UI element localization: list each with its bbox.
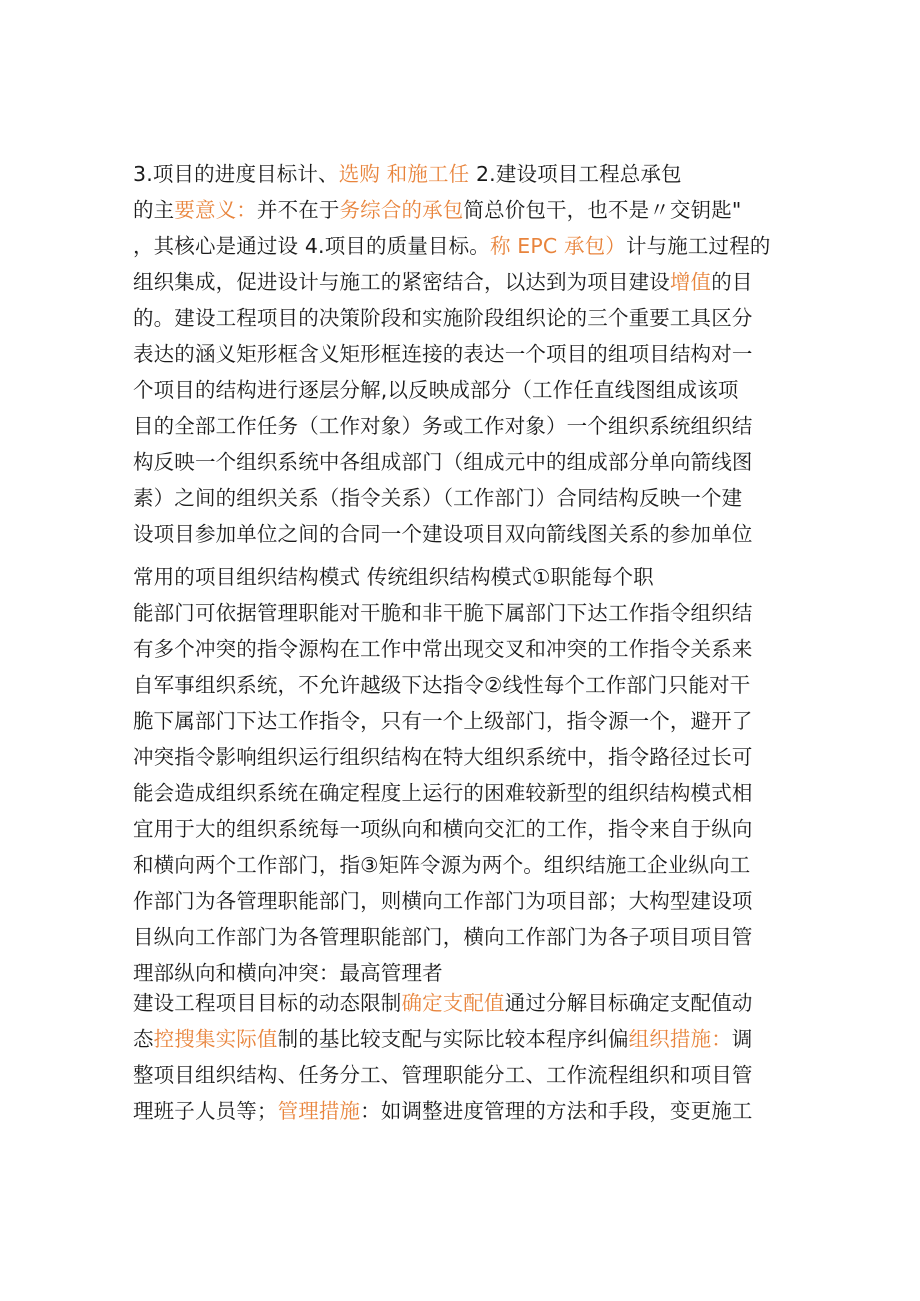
- text-line: [133, 516, 793, 552]
- text-line: [133, 228, 793, 264]
- text-line: [133, 1021, 793, 1057]
- text-segment: 表达的涵义矩形框含义矩形框连接的表达一个项目的组项目结构对一: [133, 342, 753, 366]
- text-segment: 常用的项目组织结构模式 传统组织结构模式①职能每个职: [133, 565, 654, 589]
- text-segment: 冲突指令影响组织运行组织结构在特大组织系统中，指令路径过长可: [133, 745, 753, 769]
- text-line: [133, 811, 793, 847]
- highlighted-text: 增值: [669, 270, 712, 294]
- text-segment: 素）之间的组织关系（指令关系）（工作部门）合同结构反映一个建: [133, 486, 743, 510]
- text-line: [133, 480, 793, 516]
- text-segment: 和横向两个工作部门，指③矩阵令源为两个。组织结施工企业纵向工: [133, 853, 751, 877]
- text-segment: 宜用于大的组织系统每一项纵向和横向交汇的工作，指令来自于纵向: [133, 817, 753, 841]
- highlighted-text: 务综合的承包: [339, 198, 464, 222]
- text-segment: 理班子人员等；: [133, 1099, 278, 1123]
- text-segment: 脆下属部门下达工作指令，只有一个上级部门，指令源一个，避开了: [133, 709, 753, 733]
- text-segment: 的。建设工程项目的决策阶段和实施阶段组织论的三个重要工具区分: [133, 306, 753, 330]
- text-segment: 的主: [133, 198, 175, 222]
- text-line: [133, 559, 793, 595]
- text-segment: 组织集成，促进设计与施工的紧密结合，以达到为项目建设: [133, 270, 670, 294]
- text-segment: 构反映一个组织系统中各组成部门（组成元中的组成部分单向箭线图: [133, 450, 753, 474]
- text-segment: ：如调整进度管理的方法和手段，变更施工: [360, 1099, 753, 1123]
- text-line: [133, 883, 793, 919]
- text-line: [133, 372, 793, 408]
- text-segment: 制的基比较支配与实际比较本程序纠偏: [277, 1027, 629, 1051]
- highlighted-text: 要意义：: [174, 198, 257, 222]
- text-line: [133, 703, 793, 739]
- text-line: [133, 775, 793, 811]
- text-segment: 计与施工过程的: [625, 234, 771, 258]
- text-line: [133, 919, 793, 955]
- text-segment: 态: [133, 1027, 154, 1051]
- text-line: [133, 847, 793, 883]
- text-line: [133, 444, 793, 480]
- text-line: [133, 336, 793, 372]
- text-segment: 3.项目的进度目标计、: [133, 162, 339, 186]
- text-segment: 简总价包干，也不是〃交钥匙": [463, 198, 742, 222]
- text-line: [133, 192, 793, 228]
- text-segment: 自军事组织系统，不允许越级下达指令②线性每个工作部门只能对干: [133, 673, 751, 697]
- text-segment: 目的全部工作任务（工作对象）务或工作对象）一个组织系统组织结: [133, 414, 753, 438]
- text-segment: [380, 162, 387, 186]
- paragraph-organization-structure: [133, 559, 793, 991]
- text-segment: 通过分解目标确定支配值动: [504, 991, 753, 1015]
- text-line: [133, 156, 793, 192]
- text-segment: 目纵向工作部门为各管理职能部门，横向工作部门为各子项目项目管: [133, 925, 753, 949]
- text-segment: 有多个冲突的指令源构在工作中常出现交叉和冲突的工作指令关系来: [133, 637, 753, 661]
- text-segment: 个项目的结构进行逐层分解,以反映成部分（工作任直线图组成该项: [133, 378, 739, 402]
- text-line: [133, 264, 793, 300]
- text-line: [133, 667, 793, 703]
- highlighted-text: 称 EPC 承包）: [489, 234, 626, 258]
- highlighted-text: 确定支配值: [401, 991, 505, 1015]
- text-line: [133, 1057, 793, 1093]
- text-line: [133, 985, 793, 1021]
- highlighted-text: 选购: [338, 162, 381, 186]
- text-segment: 设项目参加单位之间的合同一个建设项目双向箭线图关系的参加单位: [133, 522, 753, 546]
- text-segment: 2.建设项目工程总承包: [469, 162, 682, 186]
- text-segment: 调: [731, 1027, 753, 1051]
- highlighted-text: 控搜集: [153, 1027, 216, 1051]
- paragraph-dynamic-control: [133, 985, 793, 1129]
- text-segment: 并不在于: [256, 198, 340, 222]
- paragraph-project-management: [133, 156, 793, 552]
- text-line: [133, 408, 793, 444]
- text-segment: 建设工程项目目标的动态限制: [133, 991, 402, 1015]
- text-line: [133, 300, 793, 336]
- text-segment: 能会造成组织系统在确定程度上运行的困难较新型的组织结构模式相: [133, 781, 753, 805]
- text-line: [133, 595, 793, 631]
- text-segment: ，其核心是通过设 4.项目的质量目标。: [133, 234, 490, 258]
- highlighted-text: 组织措施：: [628, 1027, 732, 1051]
- highlighted-text: 实际值: [215, 1027, 278, 1051]
- text-segment: 的目: [711, 270, 753, 294]
- text-line: [133, 739, 793, 775]
- highlighted-text: 管理措施: [277, 1099, 361, 1123]
- text-line: [133, 1093, 793, 1129]
- text-segment: 理部纵向和横向冲突：最高管理者: [133, 961, 443, 985]
- text-segment: 整项目组织结构、任务分工、管理职能分工、工作流程组织和项目管: [133, 1063, 753, 1087]
- text-segment: 作部门为各管理职能部门，则横向工作部门为项目部；大构型建设项: [133, 889, 753, 913]
- text-line: [133, 631, 793, 667]
- highlighted-text: 和施工任: [386, 162, 470, 186]
- text-segment: 能部门可依据管理职能对干脆和非干脆下属部门下达工作指令组织结: [133, 601, 753, 625]
